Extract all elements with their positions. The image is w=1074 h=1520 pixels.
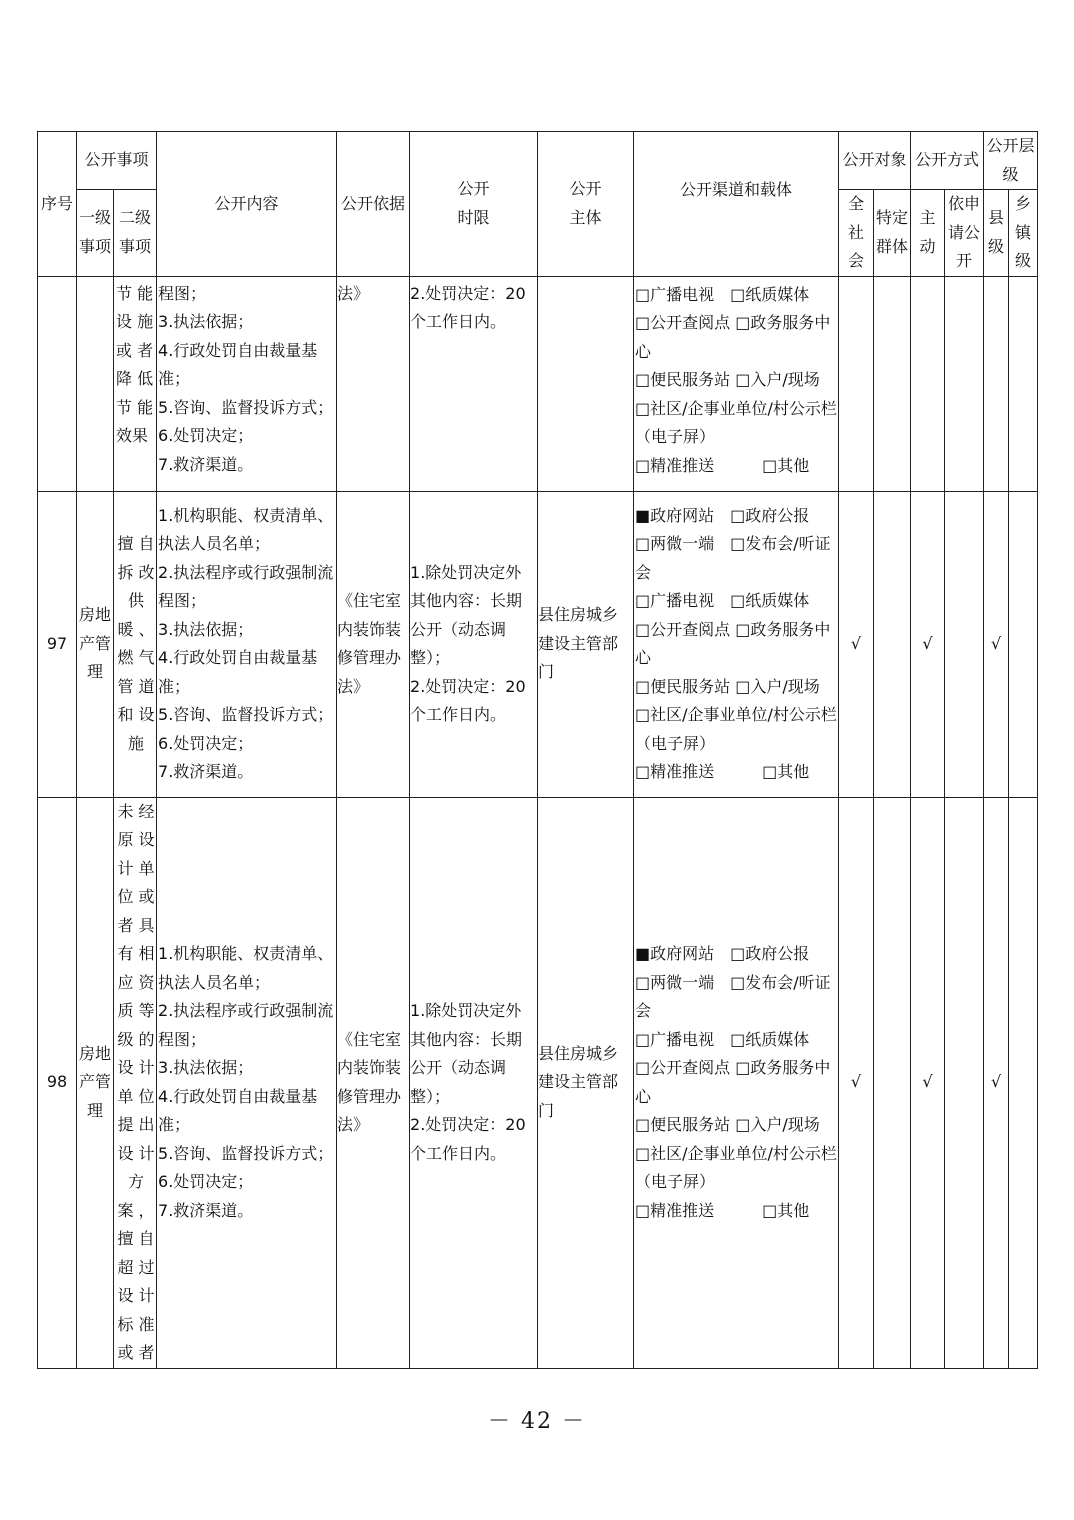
row-level-county: √ [984,797,1009,1368]
header-method: 公开方式 [911,132,984,190]
header-time-limit: 公开 时限 [410,132,538,277]
row-time-limit: 2.处罚决定：20个工作日内。 [410,276,538,491]
row-seq: 97 [38,491,77,797]
row-level-county: √ [984,491,1009,797]
header-channels: 公开渠道和载体 [634,132,839,277]
page-number: － 42 － [488,1409,586,1434]
header-target: 公开对象 [839,132,911,190]
row-basis: 《住宅室内装饰装修管理办法》 [337,797,410,1368]
table-row [38,491,1038,797]
row-level-township [1009,797,1038,1368]
header-content: 公开内容 [157,132,337,277]
row-time-limit: 1.除处罚决定外其他内容：长期公开（动态调整）； 2.处罚决定：20个工作日内。 [410,491,538,797]
row-target-all: √ [839,491,874,797]
header-item: 公开事项 [77,132,157,190]
row-target-specific [874,797,911,1368]
row-level1: 房地 产管 理 [77,797,114,1368]
header-level: 公开层 级 [984,132,1038,190]
row-target-specific [874,276,911,491]
header-item-level2: 二级 事项 [114,190,157,277]
table-row [38,797,1038,1368]
row-method-active: √ [911,797,945,1368]
row-level2: 擅 自 拆 改 供 暖 、 燃 气 管 道 和 设 施 [114,491,157,797]
row-method-request [945,491,984,797]
row-method-active [911,276,945,491]
row-channels: ■政府网站 □政府公报 □两微一端 □发布会/听证会 □广播电视 □纸质媒体 □公开查阅点 □政务服务中心 □便民服务站 □入户/现场 □社区/企事业单位/村公示栏（电子屏） □精准推送 □其他 [634,797,839,1368]
row-subject: 县住房城乡建设主管部门 [538,491,634,797]
row-channels: ■政府网站 □政府公报 □两微一端 □发布会/听证会 □广播电视 □纸质媒体 □公开查阅点 □政务服务中心 □便民服务站 □入户/现场 □社区/企事业单位/村公示栏（电子屏） □精准推送 □其他 [634,491,839,797]
row-level2: 节 能 设 施 或 者 降 低 节 能 效果 [114,276,157,491]
header-level-township: 乡 镇 级 [1009,190,1038,277]
header-method-request: 依申 请公 开 [945,190,984,277]
row-level-township [1009,276,1038,491]
header-basis: 公开依据 [337,132,410,277]
row-seq [38,276,77,491]
row-subject [538,276,634,491]
header-item-level1: 一级 事项 [77,190,114,277]
row-target-specific [874,491,911,797]
row-method-active: √ [911,491,945,797]
row-level1 [77,276,114,491]
row-channels: □广播电视 □纸质媒体 □公开查阅点 □政务服务中心 □便民服务站 □入户/现场 □社区/企事业单位/村公示栏（电子屏） □精准推送 □其他 [634,276,839,491]
header-seq: 序号 [38,132,77,277]
row-level-county [984,276,1009,491]
row-seq: 98 [38,797,77,1368]
row-content: 程图； 3.执法依据； 4.行政处罚自由裁量基准； 5.咨询、监督投诉方式； 6.处罚决定； 7.救济渠道。 [157,276,337,491]
header-target-specific: 特定 群体 [874,190,911,277]
disclosure-table [37,131,1038,1369]
row-target-all: √ [839,797,874,1368]
row-content: 1.机构职能、权责清单、执法人员名单； 2.执法程序或行政强制流程图； 3.执法依据； 4.行政处罚自由裁量基准； 5.咨询、监督投诉方式； 6.处罚决定； 7.救济渠道。 [157,797,337,1368]
row-level1: 房地 产管 理 [77,491,114,797]
header-subject: 公开 主体 [538,132,634,277]
header-level-county: 县 级 [984,190,1009,277]
row-basis: 法》 [337,276,410,491]
row-target-all [839,276,874,491]
header-row [38,132,1038,190]
row-subject: 县住房城乡建设主管部门 [538,797,634,1368]
row-level-township [1009,491,1038,797]
header-method-active: 主 动 [911,190,945,277]
row-time-limit: 1.除处罚决定外其他内容：长期公开（动态调整）； 2.处罚决定：20个工作日内。 [410,797,538,1368]
row-method-request [945,276,984,491]
row-basis: 《住宅室内装饰装修管理办法》 [337,491,410,797]
row-method-request [945,797,984,1368]
header-target-all: 全 社 会 [839,190,874,277]
row-content: 1.机构职能、权责清单、执法人员名单； 2.执法程序或行政强制流程图； 3.执法依据； 4.行政处罚自由裁量基准； 5.咨询、监督投诉方式； 6.处罚决定； 7.救济渠道。 [157,491,337,797]
row-level2: 未 经 原 设 计 单 位 或 者 具 有 相 应 资 质 等 级 的 设 计 单 位 提 出 设 计 方 案 ， 擅 自 超 过 设 计 标 准 或 者 [114,797,157,1368]
table-row [38,276,1038,491]
